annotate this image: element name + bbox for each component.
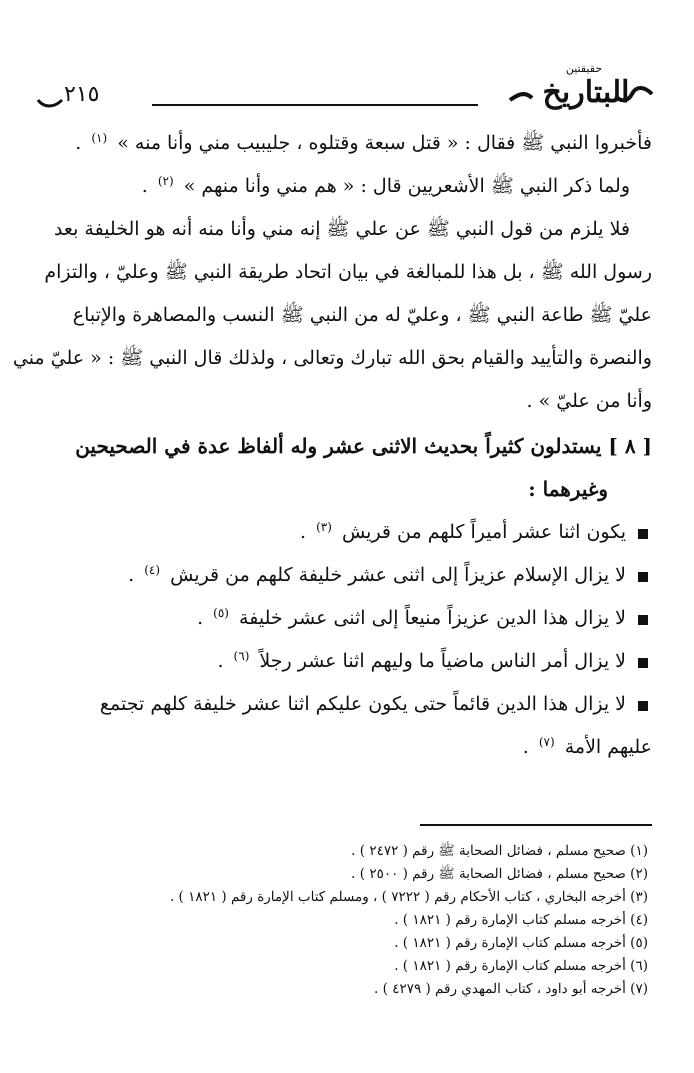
period: . <box>299 521 307 543</box>
period: . <box>141 175 148 197</box>
square-bullet-icon <box>638 529 648 539</box>
hadith-list <box>42 511 652 769</box>
list-item-text: لا يزال هذا الدين قائماً حتى يكون عليكم اثنا عشر خليفة كلهم تجتمع <box>99 693 626 715</box>
list-item <box>42 554 652 597</box>
period: . <box>522 736 529 758</box>
running-header <box>36 56 656 116</box>
footnotes <box>38 840 648 1001</box>
paragraph-line: رسول الله ﷺ ، بل هذا للمبالغة في بيان اتحاد طريقة النبي ﷺ وعليّ ، والتزام <box>44 261 652 283</box>
paragraph-line: عليّ ﷺ طاعة النبي ﷺ ، وعليّ له من النبي ﷺ النسب والمصاهرة والإتباع <box>72 304 652 326</box>
period: . <box>128 564 135 586</box>
period: . <box>217 650 224 672</box>
list-item-text: عليهم الأمة <box>564 736 652 758</box>
square-bullet-icon <box>638 572 648 582</box>
book-title-logo <box>466 56 656 114</box>
header-rule <box>152 104 478 106</box>
section-heading-continuation: وغيرهما : <box>528 477 608 501</box>
square-bullet-icon <box>638 615 648 625</box>
header-flourish <box>36 94 64 110</box>
list-item-text: لا يزال أمر الناس ماضياً ما وليهم اثنا عشر رجلاً <box>259 650 626 672</box>
list-item-text: لا يزال هذا الدين عزيزاً منيعاً إلى اثنى عشر خليفة <box>239 607 626 629</box>
footnote-ref: (٦) <box>233 648 250 663</box>
paragraph-line: والنصرة والتأييد والقيام بحق الله تبارك وتعالى ، ولذلك قال النبي ﷺ : « عليّ مني <box>12 347 652 369</box>
footnote: (٥) أخرجه مسلم كتاب الإمارة رقم ( ١٨٢١ ) . <box>394 935 648 951</box>
paragraph-jolaybib <box>42 122 652 165</box>
footnote-separator <box>420 824 652 826</box>
footnote-ref: (٤) <box>144 562 161 577</box>
book-title-crown: حقيقتين <box>565 62 603 75</box>
paragraph-line: وأنا من عليّ » . <box>526 390 652 412</box>
page-number: ٢١٥ <box>64 82 100 107</box>
square-bullet-icon <box>638 701 648 711</box>
footnote: (٣) أخرجه البخاري ، كتاب الأحكام رقم ( ٧٢٢٢ ) ، ومسلم كتاب الإمارة رقم ( ١٨٢١ ) . <box>169 889 648 905</box>
square-bullet-icon <box>638 658 648 668</box>
list-item <box>42 640 652 683</box>
footnote-ref: (٥) <box>213 605 229 620</box>
footnote: (٢) صحيح مسلم ، فضائل الصحابة ﷺ رقم ( ٢٥٠٠ ) . <box>351 866 648 882</box>
period: . <box>197 607 204 629</box>
paragraph-line: فلا يلزم من قول النبي ﷺ عن علي ﷺ إنه مني وأنا منه أنه هو الخليفة بعد <box>53 218 630 240</box>
section-heading: [ ٨ ] يستدلون كثيراً بحديث الاثنى عشر وله ألفاظ عدة في الصحيحين <box>75 434 652 458</box>
list-item-text: يكون اثنا عشر أميراً كلهم من قريش <box>341 521 626 543</box>
list-item-continuation <box>42 726 652 769</box>
main-text <box>12 122 652 769</box>
footnote: (١) صحيح مسلم ، فضائل الصحابة ﷺ رقم ( ٢٤٧٢ ) . <box>351 843 648 859</box>
paragraph-ali <box>12 208 652 423</box>
footnote: (٧) أخرجه أبو داود ، كتاب المهدي رقم ( ٤٢٧٩ ) . <box>374 981 648 997</box>
footnote: (٦) أخرجه مسلم كتاب الإمارة رقم ( ١٨٢١ ) . <box>394 958 648 974</box>
paragraph-text: فأخبروا النبي ﷺ فقال : « قتل سبعة وقتلوه ، جليبيب مني وأنا منه » <box>117 132 652 154</box>
list-item-text: لا يزال الإسلام عزيزاً إلى اثنى عشر خليفة كلهم من قريش <box>170 564 626 586</box>
list-item <box>42 597 652 640</box>
footnote-ref: (١) <box>91 130 108 145</box>
footnote-ref: (٢) <box>157 173 174 188</box>
list-item <box>42 683 652 769</box>
footnote-ref: (٧) <box>538 734 555 749</box>
list-item <box>42 511 652 554</box>
footnote-ref: (٣) <box>316 519 332 534</box>
book-title: البتاريخ <box>542 75 630 110</box>
paragraph-text: ولما ذكر النبي ﷺ الأشعريين قال : « هم مني وأنا منهم » <box>183 175 630 197</box>
paragraph-ashariyyin <box>42 165 652 208</box>
period: . <box>75 132 82 154</box>
footnote: (٤) أخرجه مسلم كتاب الإمارة رقم ( ١٨٢١ ) . <box>394 912 648 928</box>
